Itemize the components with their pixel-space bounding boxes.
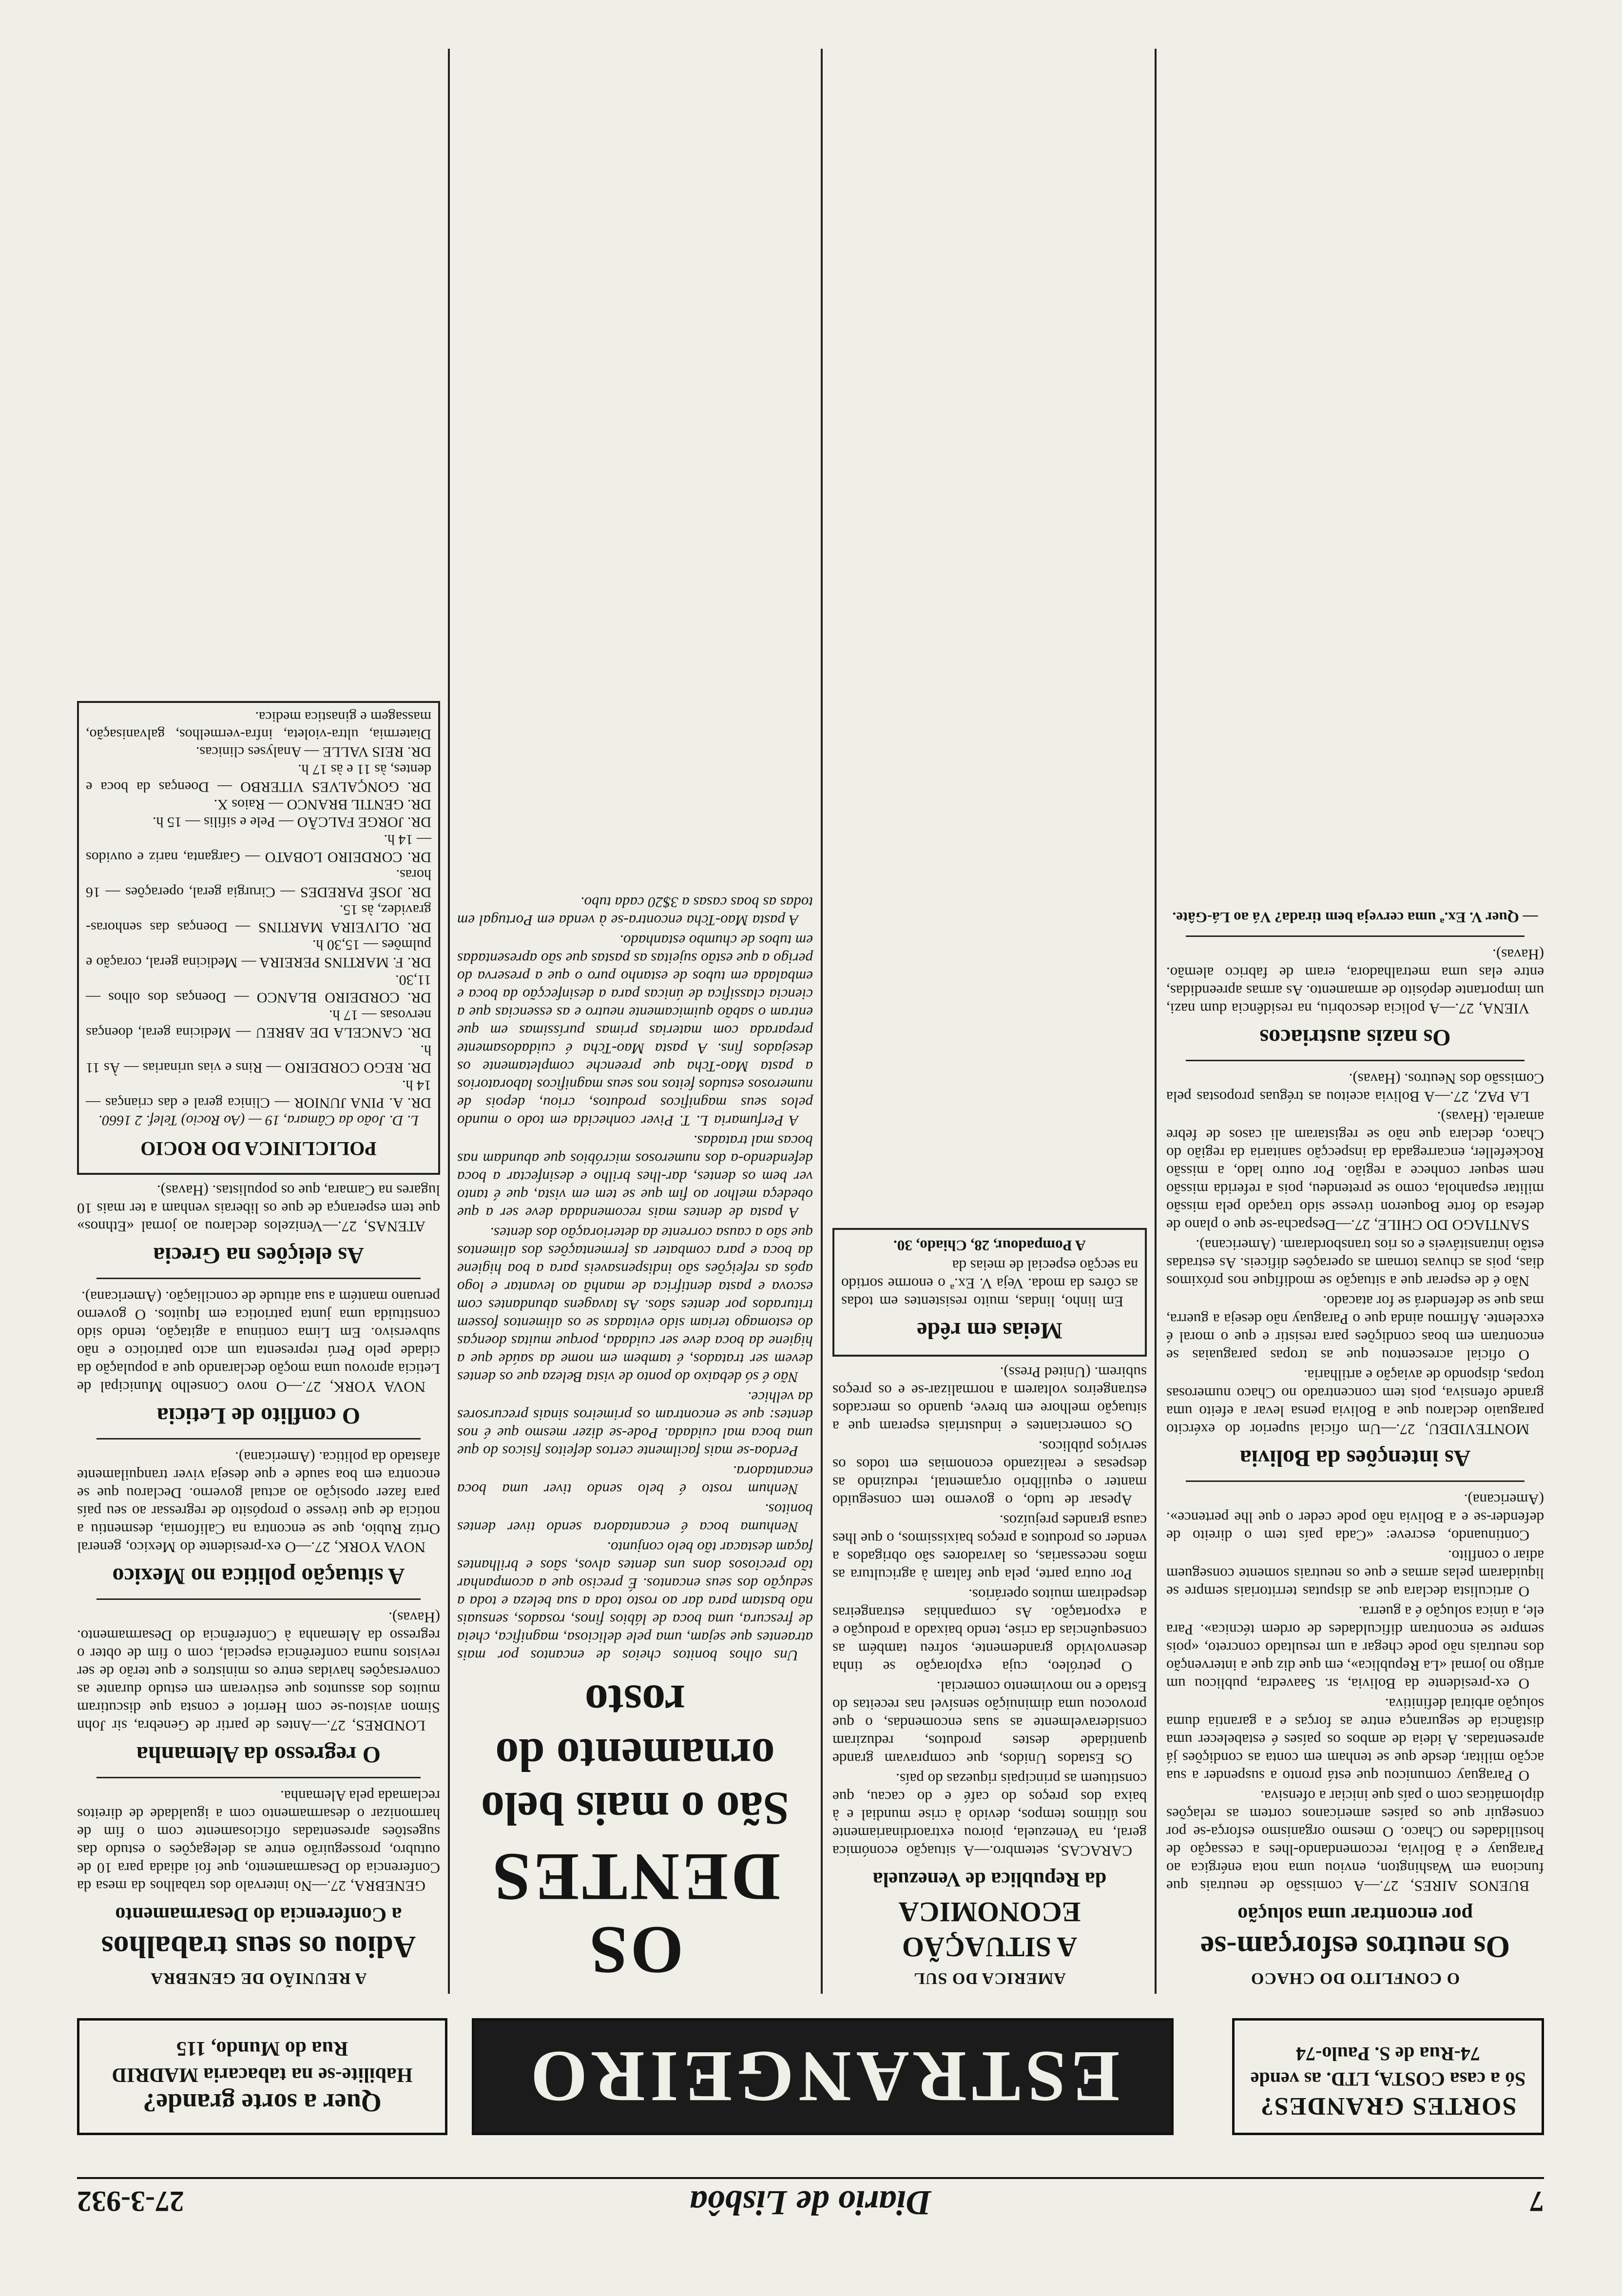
divider	[97, 1598, 421, 1600]
divider	[97, 1278, 421, 1279]
paragraph: Nenhum rosto é belo sendo tiver uma boca encantadora.	[457, 1463, 813, 1498]
ad-sorte-line2: Rua do Mundo, 115	[176, 2037, 348, 2060]
advert-os-dentes	[457, 892, 813, 1991]
advert-subtitle: São o mais belo ornamento do rosto	[481, 1675, 790, 1835]
section-banner	[472, 2018, 1174, 2135]
paragraph: O petróleo, cuja exploração se tinha desenvolvido grandemente, sofreu também as consequências da crise, tendo baixado a produção e a exportação. As companhias estrangeiras despediram muitos operários.	[832, 1586, 1147, 1675]
clinic-item: DR. A. PINA JUNIOR — Clinica geral e das crianças — 14 h.	[86, 1077, 431, 1111]
paragraph: A pasta Mao-Tcha encontra-se à venda em Portugal em todas as boas casas a 3$20 cada tubo.	[457, 894, 813, 929]
clinic-title: POLICLINICA DO ROCIO	[140, 1138, 377, 1160]
clinic-address: L. D. João da Câmara, 19 — (Ao Rocio) Telef. 2 1660.	[98, 1112, 419, 1129]
divider	[1186, 1060, 1525, 1061]
paragraph: Nenhuma boca é encantadora sendo tiver dentes bonitos.	[457, 1501, 813, 1536]
column-rule	[448, 49, 450, 1994]
ad-meias-text: Em linho, lindas, muito resistentes em todas as côres da moda. Veja V. Ex.ª o enorme sortido na secção especial de meias da	[841, 1257, 1138, 1310]
paragraph: Os Estados Unidos, que compravam grande quantidade destes produtos, reduziram consideravelmente as suas encomendas, o que provocou uma diminuição sensível nas receitas do Estado e no movimento comercial.	[832, 1678, 1147, 1768]
article-title: Os neutros esforçam-se	[1200, 1930, 1510, 1965]
ad-meias	[832, 1228, 1147, 1357]
article-kicker: O CONFLITO DO CHACO	[1250, 1969, 1460, 1987]
paragraph: Perdoa-se mais facilmente certos defeitos fisicos do que uma boca mal cuidada. Pode-se dizer mesmo que é nos dentes: que se encontram os primeiros sinais precursores da velhice.	[457, 1389, 813, 1460]
article-title: A SITUAÇÃO ECONOMICA	[898, 1896, 1081, 1963]
ad-sorte-line1: Habilite-se na tabacaria MADRID	[112, 2063, 413, 2086]
article-subtitle: por encontrar uma solução	[1237, 1903, 1473, 1926]
clinic-item: Diatermia, ultra-violeta, infra-vermelhos, galvanisação, massagem e ginastica medica.	[86, 709, 431, 742]
ad-meias-shop: A Pompadour, 28, Chiado, 30.	[893, 1237, 1086, 1254]
paragraph: Não é de esperar que a situação se modifique nos próximos dias, pois as chuvas tornam as operações dificeis. As estradas estão intransitáveis e os rios transbordaram. (Americana).	[1166, 1237, 1544, 1290]
paragraph: O Paraguay comunicou que está pronto a suspender a sua acção militar, desde que se tenham em conta as condições já apresentadas. A ideia de ambos os países é estabelecer uma distância de segurança entre as forças e a garantia duma solução arbitral definitiva.	[1166, 1695, 1544, 1785]
closing-ad-line: — Quer V. Ex.ª uma cerveja bem tirada? Vá ao Lá-Gâte.	[1172, 909, 1538, 926]
page-header	[77, 2177, 1544, 2223]
ad-sortes-title: SORTES GRANDES?	[1259, 2092, 1517, 2120]
clinic-item: DR. CORDEIRO BLANCO — Doenças dos olhos — 11,30.	[86, 972, 431, 1006]
clinic-item: DR. REIS VALLE — Analyses clinicas.	[195, 744, 431, 760]
paragraph: Apesar de tudo, o governo tem conseguido manter o equilíbrio orçamental, reduzindo as despesas e realizando economias em todos os serviços públicos.	[832, 1438, 1147, 1509]
paragraph: MONTEVIDEU, 27.—Um oficial superior do exército paraguaio declarou que a Bolivia pensa levar a efeito uma grande ofensiva, pois tem concentrado no Chaco numerosas tropas, dispondo de aviação e artilharia.	[1166, 1367, 1544, 1438]
paragraph: A pasta de dentes mais recomendada deve ser a que obedeça melhor ao fim que se tem em vista, que é tanto ver bem os dentes, dar-lhes brilho e desinfectar a boca defendendo-a dos numerosos micróbios que abundam nas bocas mal tratadas.	[457, 1132, 813, 1222]
clinic-item: DR. F. MARTINS PEREIRA — Medicina geral, coração e pulmões — 15,30 h.	[86, 937, 431, 971]
paragraph: A Perfumaria L. T. Piver conhecida em todo o mundo pelos seus magnificos produtos, criou, depois de numerosos estudos feitos nos seus magnificos laboratorios a pasta Mao-Tcha que preenche completamente os desejados fins. A pasta Mao-Tcha é cuidadosamente preparada com materias primas puríssimas em que entram o sabão quimicamente neutro e as essencias que a ciencia classifica de únicas para a desinfecção da boca e embalada em tubos de estanho puro o que a preserva do perigo a que estão sujeitas as pastas que são apresentadas em tubos de chumbo estanhado.	[457, 932, 813, 1129]
paragraph: LA PAZ, 27.—A Bolivia aceitou as tréguas propostas pela Comissão dos Neutros. (Havas).	[1166, 1070, 1544, 1106]
clinic-item: DR. GENTIL BRANCO — Raios X.	[213, 797, 431, 813]
article-title: A situação politica no Mexico	[112, 1563, 405, 1589]
divider	[97, 1777, 421, 1778]
ad-sorte-grande	[77, 2018, 447, 2135]
advert-title: OS DENTES	[489, 1839, 781, 1988]
ad-sorte-title: Quer a sorte grande?	[143, 2088, 382, 2118]
article-title: Os nazis austriacos	[1259, 1025, 1451, 1051]
clinic-item: DR. CANCELA DE ABREU — Medicina geral, doenças nervosas — 17 h.	[86, 1007, 431, 1041]
paragraph: O articulista declara que as disputas territoriais sempre se liquidaram pelas armas e que os neutrais somente conseguem adiar o conflito.	[1166, 1547, 1544, 1600]
ad-sortes-grandes	[1232, 2018, 1544, 2135]
article-title: O conflito de Leticia	[156, 1403, 361, 1429]
clinic-item: DR. GONÇALVES VITERBO — Doenças da boca e dentes, às 11 e às 17 h.	[86, 761, 431, 795]
paragraph: GENEBRA, 27.—No intervalo dos trabalhos da mesa da Conferencia do Desarmamento, que foi adiada para 10 de outubro, prosseguirão entre as delegações o estudo das sugestões apresentadas oficiosamente com o fim de harmonizar o desarmamento com a igualdade de direitos reclamada pela Alemanha.	[77, 1788, 440, 1895]
ad-sortes-line2: 74-Rua de S. Paulo-74	[1296, 2043, 1480, 2065]
article-subtitle: da Republica de Venezuela	[872, 1868, 1107, 1890]
clinic-item: DR. JORGE FALCÃO — Pele e sifilis — 15 h.	[153, 814, 431, 830]
clinic-item: DR. JOSÉ PAREDES — Cirurgia geral, operações — 16 horas.	[86, 867, 431, 900]
paragraph: NOVA YORK, 27.—O novo Conselho Municipal de Leticia aprovou uma moção declarando que a população da cidade pelo Perú representa um acto patriotico e não subversivo. Em Lima continua a agitação, tendo sido constituida uma junta patriotica em Iquitos. O governo peruano mantém a sua atitude de conciliação. (Americana).	[77, 1288, 440, 1396]
divider	[1186, 1480, 1525, 1482]
column-rule	[1155, 49, 1157, 1994]
page-number: 7	[1529, 2185, 1544, 2218]
section-banner-title: ESTRANGEIRO	[525, 2036, 1120, 2117]
article-title: Adiou os seus trabalhos	[101, 1930, 416, 1965]
article-genebra	[77, 694, 440, 1991]
article-subtitle: a Conferencia do Desarmamento	[115, 1903, 402, 1926]
article-title: As intenções da Bolivia	[1239, 1445, 1471, 1471]
clinic-item: DR. REGO CORDEIRO — Rins e vias urinarias — Às 11 h.	[86, 1042, 431, 1076]
ad-sortes-line1: Só a casa COSTA, LTD. as vende	[1250, 2068, 1526, 2090]
paragraph: CARACAS, setembro.—A situação económica geral, na Venezuela, piorou extraordinariamente nos últimos tempos, devido à crise mundial e à baixa dos preços do café e do cacau, que constituem as principais riquezas do país.	[832, 1771, 1147, 1860]
article-title: O regresso da Alemanha	[136, 1742, 381, 1768]
paragraph: O ex-presidente da Bolivia, sr. Saavedra, publicou um artigo no jornal «La Republica», em que diz que a intervenção dos neutrais não pode chegar a um resultado concreto, «pois sempre se encontram dificuldades de ordem técnica». Para ele, a única solução é a guerra.	[1166, 1603, 1544, 1693]
paragraph: BUENOS AIRES, 27.—A comissão de neutrais que funciona em Washington, enviou uma nota enérgica ao Paraguay e à Bolivia, recomendando-lhes a cessação de hostilidades no Chaco. O mesmo organismo esforça-se por conseguir que os países americanos cortem as relações diplomáticas com o país que iniciar a ofensiva.	[1166, 1788, 1544, 1895]
paragraph: SANTIAGO DO CHILE, 27.—Despacha-se que o plano de defesa do forte Boqueron tivesse sido traçado pela missão militar espanhola, como se pretendeu, pois a referida missão nem sequer conhece a região. Por outro lado, a missão Rockefeller, encarregada da inspecção sanitaria da região do Chaco, declara que não se registaram ali casos de febre amarela. (Havas).	[1166, 1109, 1544, 1234]
paragraph: Por outra parte, pela que faltam à agricultura as mãos necessarias, os lavradores são obrigados a vender os produtos a preços baixissimos, o que lhes causa grandes prejuízos.	[832, 1512, 1147, 1583]
paragraph: Uns olhos bonitos cheios de encantos por mais atraentes que sejam, uma pele deliciosa, magnifica, cheia de frescura, uma boca de lábios finos, rosados, sensuais não bastam para dar ao rosto toda a sua beleza e toda a sedução dos seus encantos. É preciso que a acompanhar tão preciosos dons uns dentes alvos, sãos e brilhantes façam destacar tão belo conjunto.	[457, 1539, 813, 1664]
paragraph: Os comerciantes e industriais esperam que a situação melhore em breve, quando os mercados estrangeiros voltarem a normalizar-se e os preços subirem. (United Press).	[832, 1364, 1147, 1435]
divider	[1186, 935, 1525, 937]
paragraph: LONDRES, 27.—Antes de partir de Genebra, sir John Simon avistou-se com Herriot e consta que discutiram muitos dos assuntos que estiveram em estudo durante as conversações havidas entre os ministros e que terão de ser revistos numa conferência especial, com o fim de obter o regresso da Alemanha à Conferência do Desarmamento. (Havas).	[77, 1609, 440, 1734]
ad-meias-title: Meias em rêde	[917, 1318, 1062, 1343]
article-kicker: A REUNIÃO DE GENEBRA	[150, 1969, 367, 1987]
column-rule	[821, 49, 823, 1994]
ad-policlinica	[77, 701, 440, 1175]
paragraph: Continuando, escreve: «Cada país tem o direito de defender-se e a Bolivia não pode ceder o que lhe pertence». (Americana).	[1166, 1491, 1544, 1544]
article-title: As eleições na Grecia	[153, 1243, 364, 1268]
divider	[97, 1438, 421, 1440]
issue-date: 27-3-932	[77, 2185, 184, 2218]
paragraph: O oficial acrescentou que as tropas paraguaias se encontram em boas condições para resistir e que o moral é excelente. Afirmou ainda que o Paraguay não deseja a guerra, mas que se defenderá se for atacado.	[1166, 1293, 1544, 1364]
article-chaco	[1166, 907, 1544, 1991]
masthead: Diario de Lisbôa	[690, 2183, 931, 2222]
article-venezuela	[832, 1221, 1147, 1991]
paragraph: VIENA, 27.—A policia descobriu, na residência dum nazi, um importante depósito de armamento. As armas apreendidas, entre elas uma metralhadora, eram de fabrico alemão. (Havas).	[1166, 946, 1544, 1017]
paragraph: NOVA YORK, 27.—O ex-presidente do Mexico, general Ortiz Rubio, que se encontra na California, desmentiu a noticia de que tivesse o propósito de regressar ao seu país para fazer oposição ao actual governo. Declarou que se encontra em boa saude e que deseja viver tranquilamente afastado da politica. (Americana).	[77, 1449, 440, 1556]
paragraph: ATENAS, 27.—Venizelos declarou ao jornal «Ethnos» que tem esperança de que os liberais venham a ter mais 10 lugares na Camara, que os populistas. (Havas).	[77, 1182, 440, 1235]
clinic-item: DR. OLIVEIRA MARTINS — Doenças das senhoras-gravidez, às 15.	[86, 902, 431, 935]
paragraph: Não é só debaixo do ponto de vista Beleza que os dentes devem ser tratados, é tambem em nome da saúde que a higiene da boca deve ser cuidada, porque muitas doenças do estomago teriam sido evitadas se os alimentos fossem triturados por dentes sãos. As lavagens abundantes com escova e pasta dentifrica de manhã ao levantar e logo após as refeições são indispensaveis para a boa higiene da boca e para combater as fermentações dos alimentos que são a causa corrente da deterioração dos dentes.	[457, 1225, 813, 1386]
clinic-item: DR. CORDEIRO LOBATO — Garganta, nariz e ouvidos — 14 h.	[86, 832, 431, 865]
article-kicker: AMERICA DO SUL	[913, 1969, 1066, 1987]
